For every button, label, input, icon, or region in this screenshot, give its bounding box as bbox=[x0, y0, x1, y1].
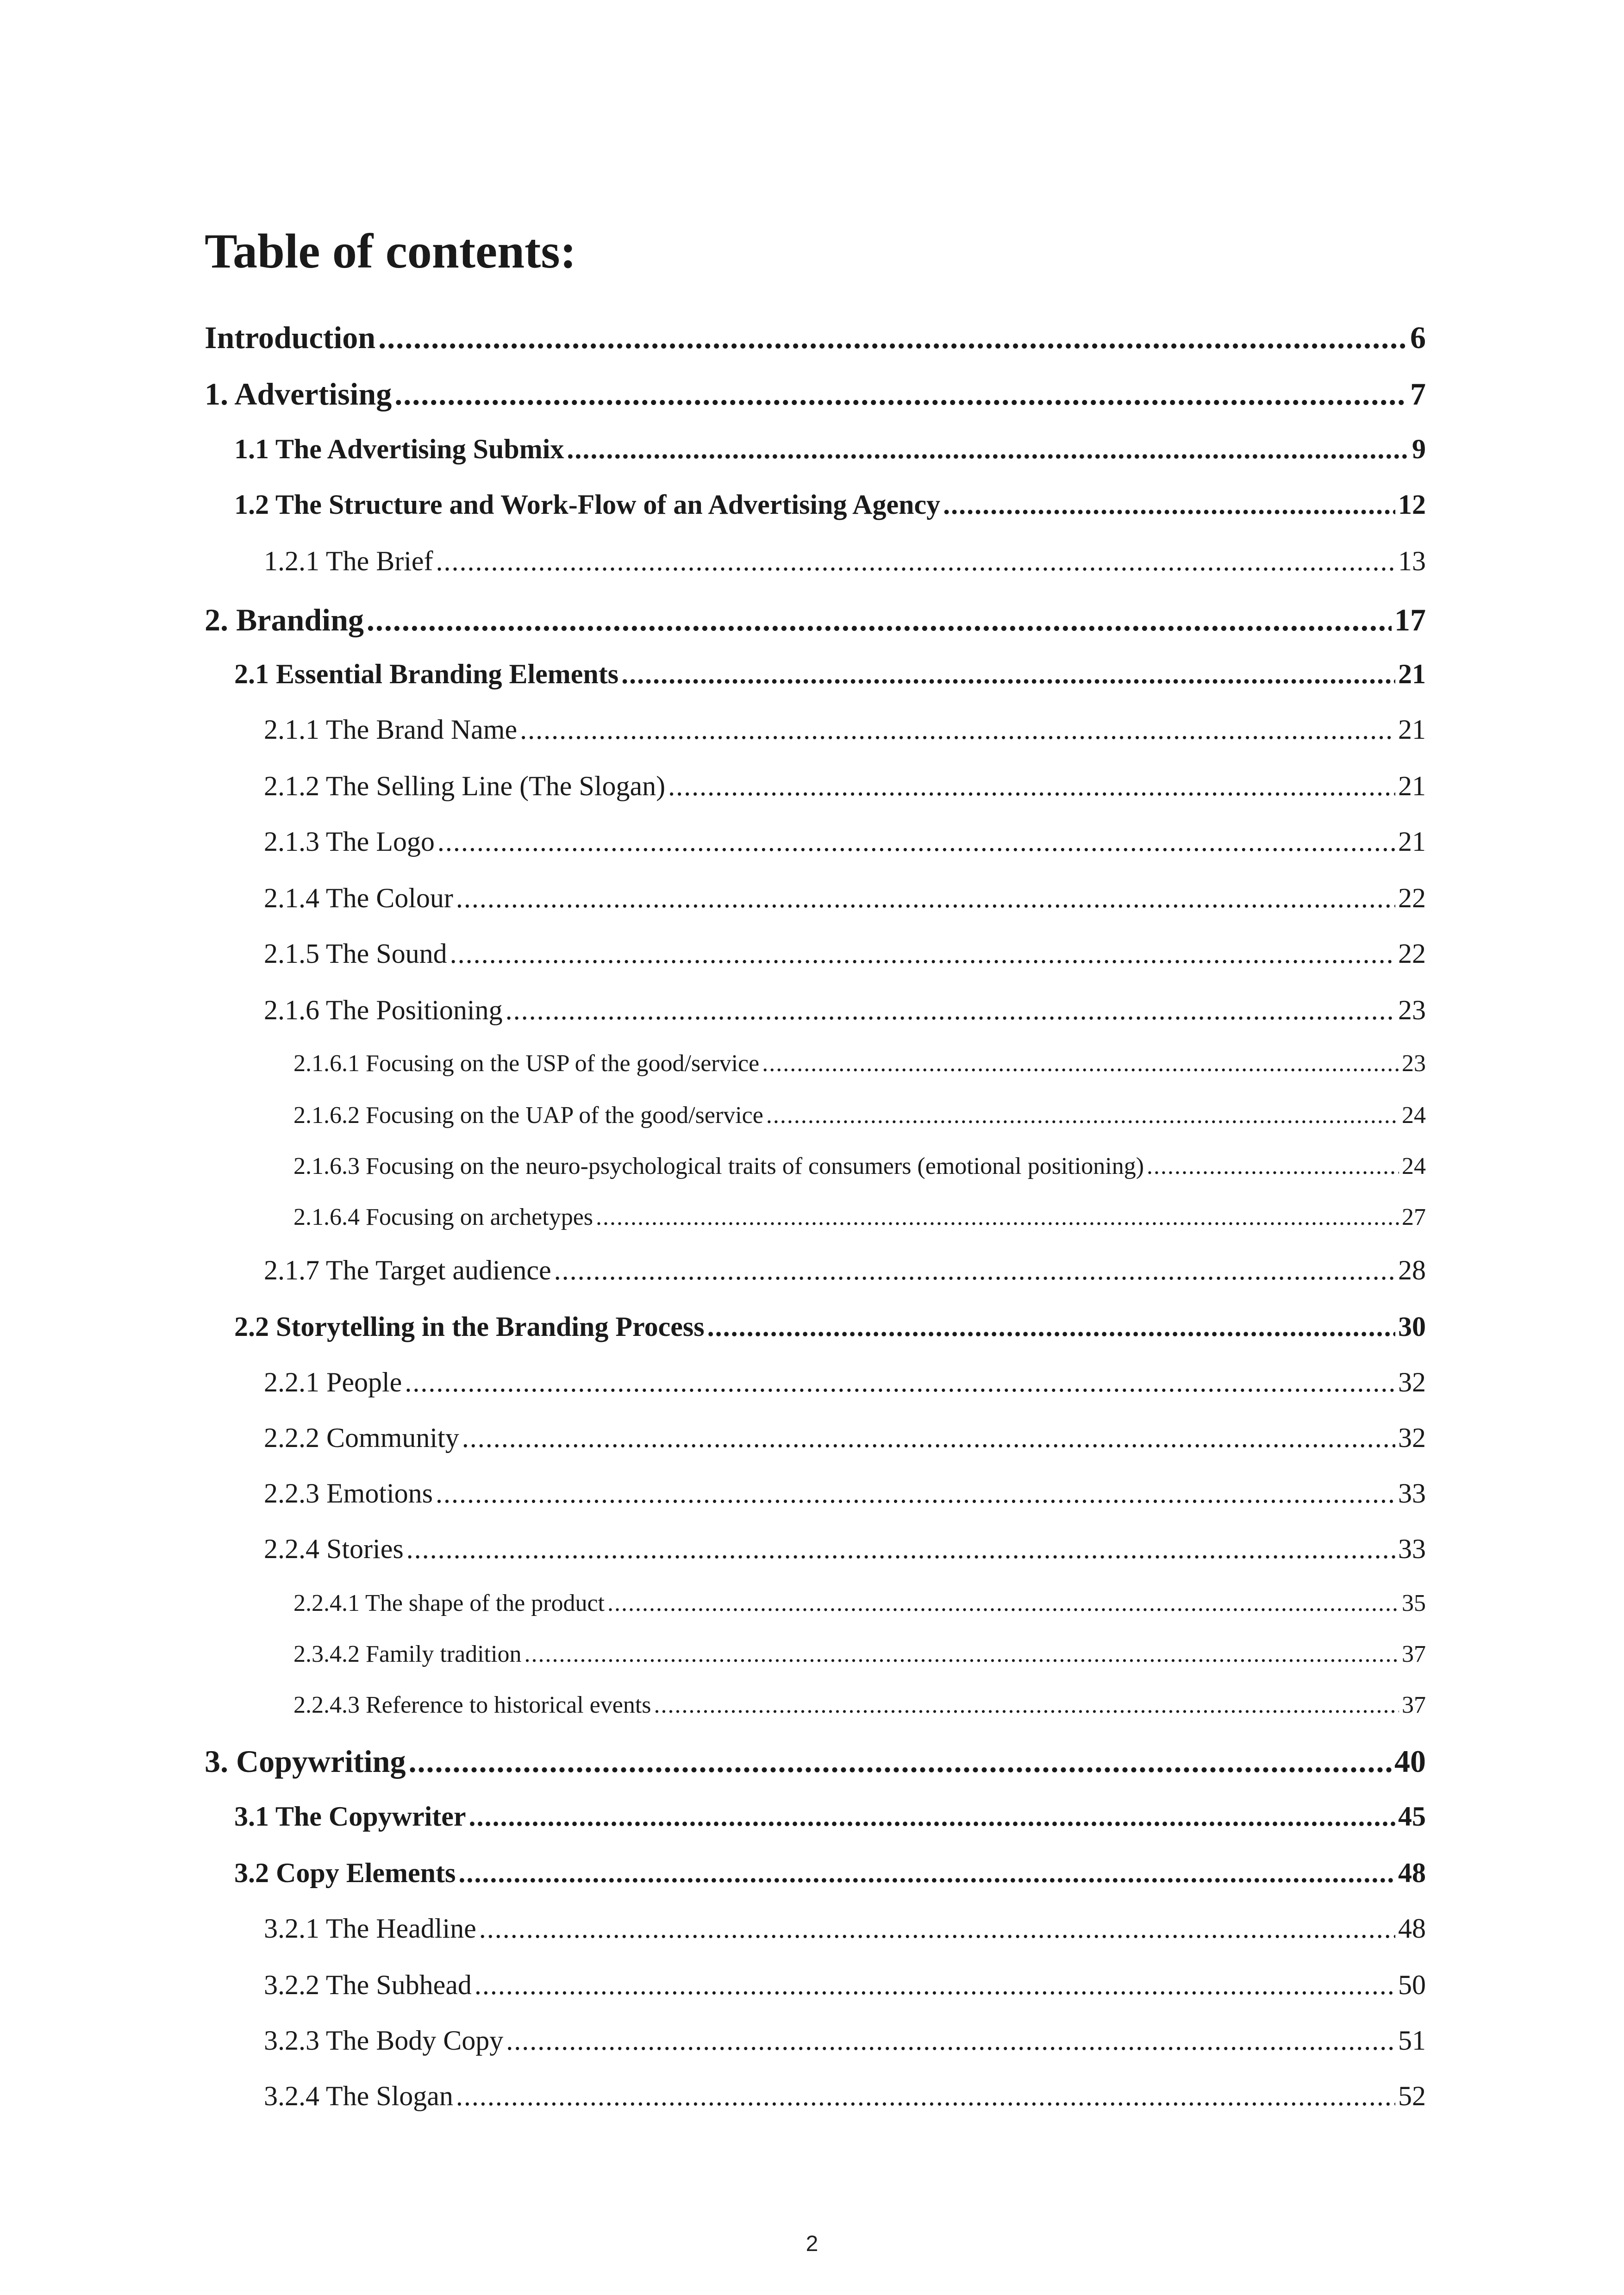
toc-entry[interactable] bbox=[264, 545, 1426, 577]
toc-entry-label: 2.1.4 The Colour bbox=[264, 883, 453, 913]
toc-dot-leader bbox=[554, 1254, 1395, 1286]
toc-entry-page-number: 51 bbox=[1398, 2025, 1426, 2056]
toc-dot-leader bbox=[436, 545, 1395, 577]
toc-entry-label: 2.2.2 Community bbox=[264, 1422, 459, 1453]
toc-entry-page-number: 52 bbox=[1398, 2081, 1426, 2111]
toc-dot-leader bbox=[456, 2080, 1395, 2112]
toc-entry[interactable] bbox=[264, 938, 1426, 970]
toc-entry-page-number: 40 bbox=[1394, 1744, 1426, 1779]
toc-dot-leader bbox=[450, 938, 1395, 970]
toc-entry-label: 1.2.1 The Brief bbox=[264, 546, 433, 576]
toc-entry-label: 2.1.5 The Sound bbox=[264, 938, 447, 969]
toc-entry-page-number: 33 bbox=[1398, 1478, 1426, 1509]
toc-dot-leader bbox=[506, 2025, 1395, 2057]
toc-entry-label: 3.2.3 The Body Copy bbox=[264, 2025, 504, 2056]
toc-entry[interactable] bbox=[294, 1153, 1426, 1180]
toc-dot-leader bbox=[596, 1204, 1399, 1231]
toc-entry-label: 2.1.6.2 Focusing on the UAP of the good/service bbox=[294, 1102, 763, 1129]
toc-dot-leader bbox=[621, 658, 1395, 690]
toc-dot-leader bbox=[378, 319, 1407, 356]
toc-entry[interactable] bbox=[264, 826, 1426, 858]
toc-entry-page-number: 50 bbox=[1398, 1970, 1426, 2000]
toc-entry-page-number: 21 bbox=[1398, 714, 1426, 745]
toc-entry[interactable] bbox=[264, 2080, 1426, 2112]
toc-entry[interactable] bbox=[264, 1478, 1426, 1509]
toc-dot-leader bbox=[462, 1422, 1395, 1454]
toc-entry-page-number: 48 bbox=[1398, 1913, 1426, 1944]
toc-entry[interactable] bbox=[294, 1590, 1426, 1617]
toc-entry-label: 2.3.4.2 Family tradition bbox=[294, 1641, 522, 1667]
toc-dot-leader bbox=[1147, 1153, 1399, 1180]
toc-dot-leader bbox=[707, 1311, 1395, 1343]
toc-entry-label: 3.2.4 The Slogan bbox=[264, 2081, 453, 2111]
toc-entry-page-number: 12 bbox=[1398, 489, 1426, 520]
toc-dot-leader bbox=[475, 1969, 1395, 2001]
toc-entry-label: 2.1.6.1 Focusing on the USP of the good/service bbox=[294, 1050, 760, 1077]
toc-entry[interactable] bbox=[294, 1640, 1426, 1668]
toc-dot-leader bbox=[479, 1913, 1395, 1945]
toc-entry-page-number: 37 bbox=[1402, 1692, 1426, 1718]
toc-entry-label: 2.1 Essential Branding Elements bbox=[234, 659, 619, 689]
toc-entry[interactable] bbox=[264, 1533, 1426, 1565]
toc-dot-leader bbox=[525, 1640, 1399, 1668]
toc-entry-label: 2.1.3 The Logo bbox=[264, 826, 435, 857]
toc-entry[interactable] bbox=[234, 1857, 1426, 1889]
toc-entry[interactable] bbox=[264, 1913, 1426, 1945]
toc-dot-leader bbox=[943, 489, 1395, 521]
page-title: Table of contents: bbox=[205, 224, 576, 278]
toc-entry-page-number: 45 bbox=[1398, 1801, 1426, 1832]
toc-entry-page-number: 21 bbox=[1398, 771, 1426, 801]
toc-entry-page-number: 21 bbox=[1398, 659, 1426, 689]
toc-entry[interactable] bbox=[294, 1050, 1426, 1077]
toc-entry[interactable] bbox=[234, 433, 1426, 465]
toc-dot-leader bbox=[394, 376, 1407, 412]
toc-entry[interactable] bbox=[264, 1366, 1426, 1398]
toc-entry-page-number: 13 bbox=[1398, 546, 1426, 576]
toc-dot-leader bbox=[520, 714, 1395, 746]
toc-entry[interactable] bbox=[264, 2025, 1426, 2057]
toc-entry-page-number: 33 bbox=[1398, 1534, 1426, 1564]
toc-entry-label: 2.2.3 Emotions bbox=[264, 1478, 433, 1509]
toc-entry-label: 2.1.6 The Positioning bbox=[264, 995, 503, 1025]
toc-entry[interactable] bbox=[294, 1691, 1426, 1719]
toc-dot-leader bbox=[406, 1533, 1395, 1565]
toc-entry-page-number: 27 bbox=[1402, 1204, 1426, 1230]
toc-dot-leader bbox=[607, 1590, 1399, 1617]
toc-entry-page-number: 37 bbox=[1402, 1641, 1426, 1667]
toc-entry[interactable] bbox=[205, 319, 1426, 356]
toc-entry[interactable] bbox=[234, 1311, 1426, 1343]
toc-entry-page-number: 22 bbox=[1398, 883, 1426, 913]
toc-entry[interactable] bbox=[264, 770, 1426, 802]
toc-entry-label: 1.1 The Advertising Submix bbox=[234, 434, 564, 464]
toc-entry-label: 3.2.2 The Subhead bbox=[264, 1970, 472, 2000]
toc-entry[interactable] bbox=[234, 1801, 1426, 1833]
toc-entry-page-number: 24 bbox=[1402, 1102, 1426, 1129]
toc-entry-label: 2.2 Storytelling in the Branding Process bbox=[234, 1311, 705, 1342]
toc-entry-page-number: 22 bbox=[1398, 938, 1426, 969]
toc-entry[interactable] bbox=[205, 376, 1426, 412]
toc-dot-leader bbox=[506, 994, 1395, 1026]
toc-dot-leader bbox=[654, 1691, 1399, 1719]
toc-entry-label: 2.1.6.4 Focusing on archetypes bbox=[294, 1204, 593, 1230]
toc-entry[interactable] bbox=[264, 1969, 1426, 2001]
toc-entry[interactable] bbox=[264, 714, 1426, 746]
toc-entry-label: 1. Advertising bbox=[205, 376, 392, 412]
toc-dot-leader bbox=[567, 433, 1409, 465]
toc-dot-leader bbox=[469, 1801, 1395, 1833]
toc-entry-page-number: 9 bbox=[1412, 434, 1426, 464]
toc-entry-page-number: 35 bbox=[1402, 1590, 1426, 1616]
toc-entry-page-number: 21 bbox=[1398, 826, 1426, 857]
footer-page-number: 2 bbox=[806, 2232, 818, 2256]
toc-entry[interactable] bbox=[264, 1422, 1426, 1454]
toc-entry-label: 3.1 The Copywriter bbox=[234, 1801, 466, 1832]
toc-entry[interactable] bbox=[264, 1254, 1426, 1286]
toc-entry-label: 2.2.1 People bbox=[264, 1367, 402, 1397]
toc-dot-leader bbox=[437, 826, 1395, 858]
toc-dot-leader bbox=[405, 1366, 1395, 1398]
toc-entry[interactable] bbox=[234, 489, 1426, 521]
toc-entry-page-number: 24 bbox=[1402, 1153, 1426, 1179]
toc-entry-page-number: 30 bbox=[1398, 1311, 1426, 1342]
toc-entry-label: 3.2 Copy Elements bbox=[234, 1858, 456, 1888]
toc-entry-page-number: 7 bbox=[1410, 376, 1426, 412]
toc-entry-label: 2.1.6.3 Focusing on the neuro-psychological traits of consumers (emotional positioning) bbox=[294, 1153, 1144, 1179]
toc-entry-page-number: 23 bbox=[1398, 995, 1426, 1025]
toc-entry-page-number: 23 bbox=[1402, 1050, 1426, 1077]
toc-entry-page-number: 48 bbox=[1398, 1858, 1426, 1888]
toc-entry-label: 1.2 The Structure and Work-Flow of an Advertising Agency bbox=[234, 489, 941, 520]
toc-dot-leader bbox=[436, 1478, 1395, 1509]
toc-entry-page-number: 32 bbox=[1398, 1367, 1426, 1397]
toc-entry-label: 3.2.1 The Headline bbox=[264, 1913, 476, 1944]
toc-entry-label: 2.2.4 Stories bbox=[264, 1534, 404, 1564]
toc-dot-leader bbox=[762, 1050, 1399, 1077]
toc-dot-leader bbox=[456, 882, 1395, 914]
toc-entry-page-number: 17 bbox=[1394, 602, 1426, 637]
toc-dot-leader bbox=[458, 1857, 1395, 1889]
toc-entry-label: 2.2.4.1 The shape of the product bbox=[294, 1590, 605, 1616]
toc-entry-page-number: 28 bbox=[1398, 1255, 1426, 1285]
toc-entry[interactable] bbox=[294, 1102, 1426, 1129]
toc-entry[interactable] bbox=[264, 994, 1426, 1026]
toc-entry[interactable] bbox=[205, 602, 1426, 638]
toc-entry-label: 3. Copywriting bbox=[205, 1744, 406, 1779]
toc-entry-label: 2. Branding bbox=[205, 602, 364, 637]
toc-entry-label: 2.1.7 The Target audience bbox=[264, 1255, 551, 1285]
toc-entry-label: 2.1.2 The Selling Line (The Slogan) bbox=[264, 771, 666, 801]
toc-entry-page-number: 6 bbox=[1410, 320, 1426, 355]
toc-entry[interactable] bbox=[205, 1743, 1426, 1780]
toc-entry[interactable] bbox=[294, 1204, 1426, 1231]
toc-entry-page-number: 32 bbox=[1398, 1422, 1426, 1453]
toc-entry[interactable] bbox=[234, 658, 1426, 690]
toc-entry-label: Introduction bbox=[205, 320, 376, 355]
toc-dot-leader bbox=[668, 770, 1395, 802]
toc-entry[interactable] bbox=[264, 882, 1426, 914]
toc-entry-label: 2.1.1 The Brand Name bbox=[264, 714, 518, 745]
toc-dot-leader bbox=[408, 1743, 1392, 1780]
toc-dot-leader bbox=[766, 1102, 1399, 1129]
toc-dot-leader bbox=[367, 602, 1392, 638]
toc-entry-label: 2.2.4.3 Reference to historical events bbox=[294, 1692, 651, 1718]
